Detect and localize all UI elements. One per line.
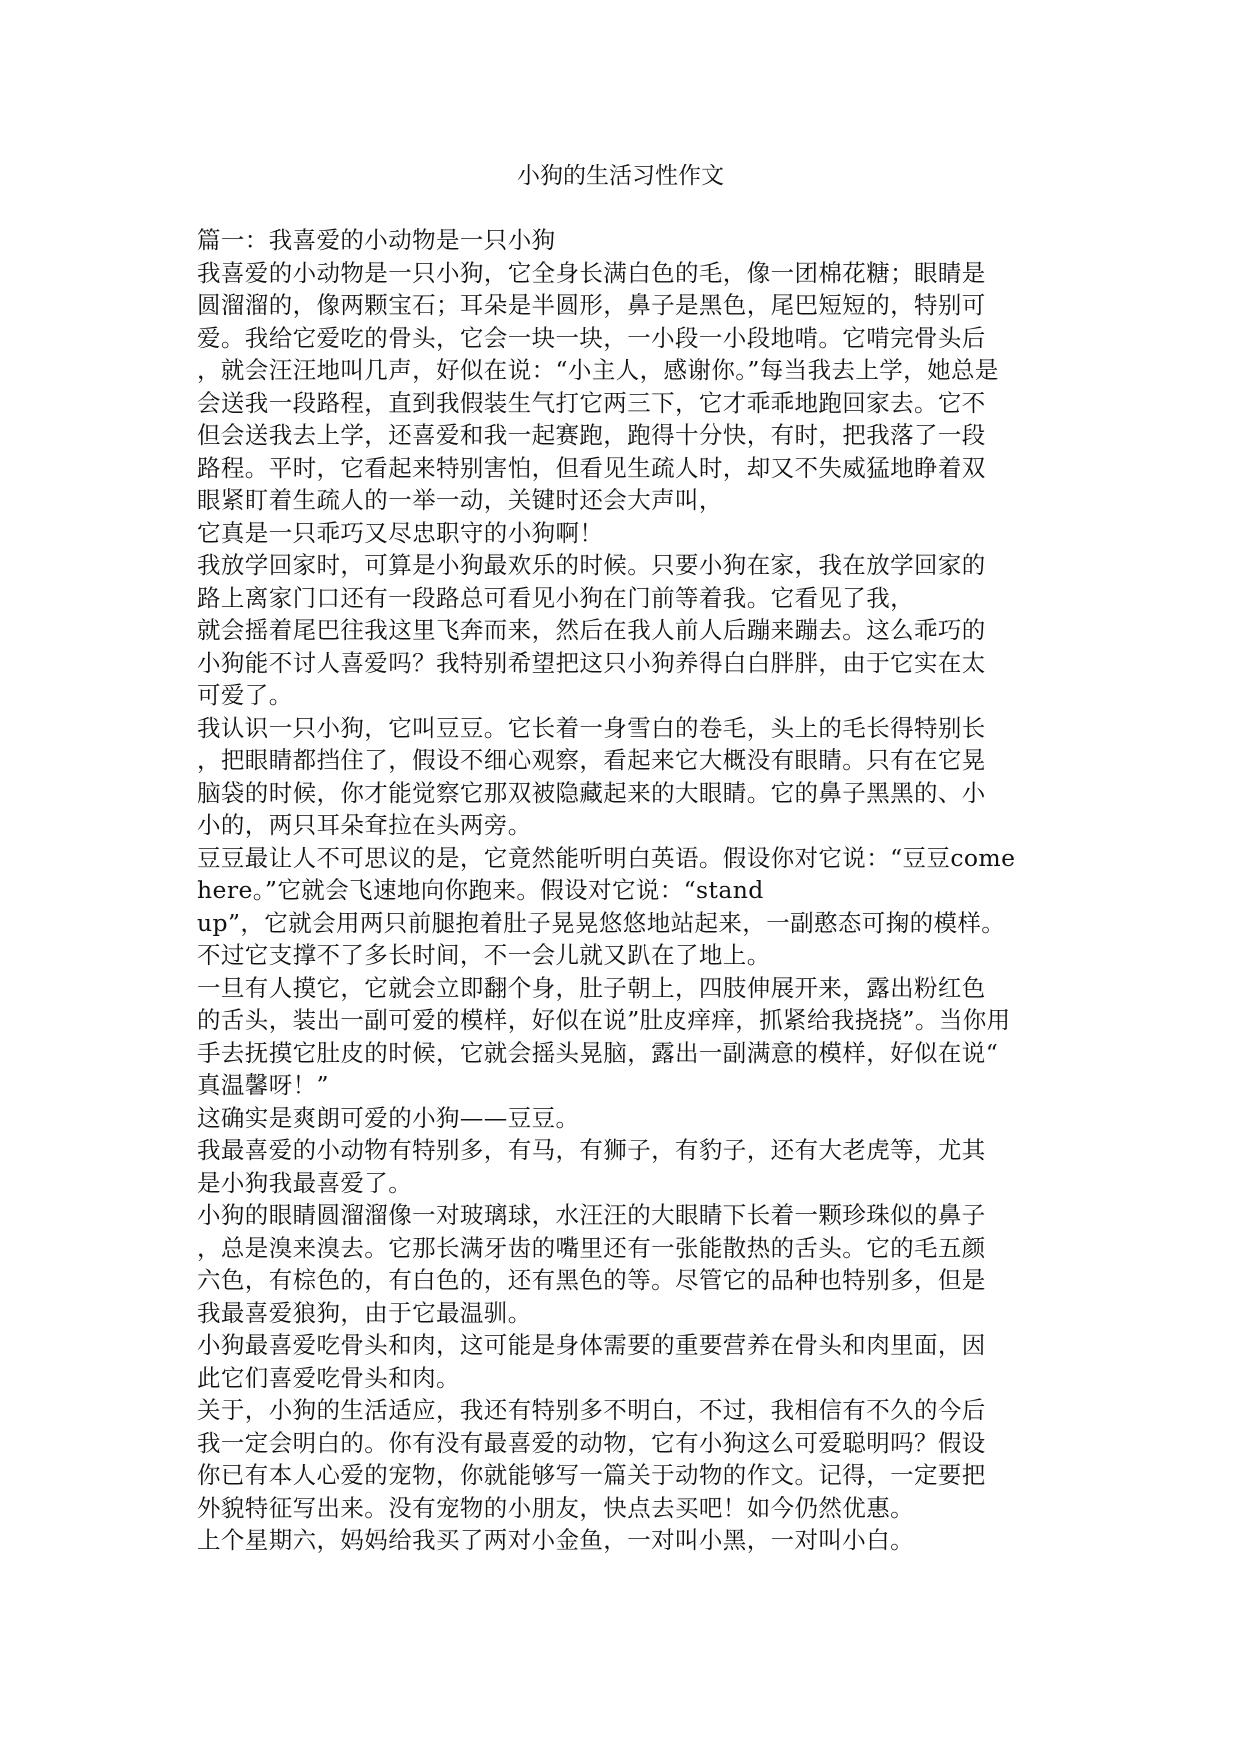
document-title: 小狗的生活习性作文	[517, 163, 724, 189]
text-line: 就会摇着尾巴往我这里飞奔而来，然后在我人前人后蹦来蹦去。这么乖巧的	[197, 616, 986, 644]
text-line: 爱。我给它爱吃的骨头，它会一块一块，一小段一小段地啃。它啃完骨头后	[197, 323, 986, 352]
text-line: 会送我一段路程，直到我假装生气打它两三下，它才乖乖地跑回家去。它不	[197, 388, 986, 417]
text-line: 一旦有人摸它，它就会立即翻个身，肚子朝上，四肢伸展开来，露出粉红色	[197, 973, 986, 1002]
text-line: 我放学回家时，可算是小狗最欢乐的时候。只要小狗在家，我在放学回家的	[197, 551, 986, 579]
text-line: 的舌头，装出一副可爱的模样，好似在说”肚皮痒痒，抓紧给我挠挠”。当你用	[197, 1006, 1011, 1034]
text-line: 此它们喜爱吃骨头和肉。	[197, 1363, 460, 1392]
text-line: 豆豆最让人不可思议的是，它竟然能听明白英语。假设你对它说：“豆豆come	[197, 843, 1016, 872]
text-line: 我一定会明白的。你有没有最喜爱的动物，它有小狗这么可爱聪明吗？假设	[197, 1428, 986, 1457]
text-line: 但会送我去上学，还喜爱和我一起赛跑，跑得十分快，有时，把我落了一段	[197, 421, 986, 449]
text-line: 小的，两只耳朵耷拉在头两旁。	[197, 811, 532, 839]
text-line: ，总是溴来溴去。它那长满牙齿的嘴里还有一张能散热的舌头。它的毛五颜	[197, 1233, 986, 1262]
text-line: 圆溜溜的，像两颗宝石；耳朵是半圆形，鼻子是黑色，尾巴短短的，特别可	[197, 291, 986, 319]
text-line: 外貌特征写出来。没有宠物的小朋友，快点去买吧！如今仍然优惠。	[197, 1493, 914, 1522]
text-line: 我最喜爱的小动物有特别多，有马，有狮子，有豹子，还有大老虎等，尤其	[197, 1136, 986, 1164]
text-line: 小狗的眼睛圆溜溜像一对玻璃球，水汪汪的大眼睛下长着一颗珍珠似的鼻子	[197, 1201, 986, 1229]
text-line: here。”它就会飞速地向你跑来。假设对它说：“stand	[197, 876, 764, 904]
text-line: 路程。平时，它看起来特别害怕，但看见生疏人时，却又不失威猛地睁着双	[197, 453, 986, 482]
text-line: 上个星期六，妈妈给我买了两对小金鱼，一对叫小黑，一对叫小白。	[197, 1526, 914, 1554]
text-line: 它真是一只乖巧又尽忠职守的小狗啊！	[197, 518, 604, 547]
text-line: 关于，小狗的生活适应，我还有特别多不明白，不过，我相信有不久的今后	[197, 1396, 986, 1424]
text-line: 真温馨呀！”	[197, 1071, 329, 1099]
text-line: 小狗能不讨人喜爱吗？我特别希望把这只小狗养得白白胖胖，由于它实在太	[197, 648, 986, 677]
text-line: 不过它支撑不了多长时间，不一会儿就又趴在了地上。	[197, 941, 771, 969]
text-line: 小狗最喜爱吃骨头和肉，这可能是身体需要的重要营养在骨头和肉里面，因	[197, 1331, 986, 1359]
text-line: 是小狗我最喜爱了。	[197, 1168, 413, 1197]
text-line: 手去抚摸它肚皮的时候，它就会摇头晃脑，露出一副满意的模样，好似在说“	[197, 1038, 999, 1067]
text-line: 我最喜爱狼狗，由于它最温驯。	[197, 1298, 532, 1327]
text-line: ，把眼睛都挡住了，假设不细心观察，看起来它大概没有眼睛。只有在它晃	[197, 746, 986, 774]
text-line: 六色，有棕色的，有白色的，还有黑色的等。尽管它的品种也特别多，但是	[197, 1266, 986, 1294]
text-line: 路上离家门口还有一段路总可看见小狗在门前等着我。它看见了我，	[197, 583, 914, 612]
text-line: 我喜爱的小动物是一只小狗，它全身长满白色的毛，像一团棉花糖；眼睛是	[197, 258, 986, 287]
text-line: up”，它就会用两只前腿抱着肚子晃晃悠悠地站起来，一副憨态可掬的模样。	[197, 908, 1006, 937]
text-line: 你已有本人心爱的宠物，你就能够写一篇关于动物的作文。记得，一定要把	[197, 1461, 986, 1489]
text-line: 可爱了。	[197, 681, 293, 709]
document-body	[197, 224, 1042, 1557]
text-line: 我认识一只小狗，它叫豆豆。它长着一身雪白的卷毛，头上的毛长得特别长	[197, 713, 986, 742]
text-line: ，就会汪汪地叫几声，好似在说：“小主人，感谢你。”每当我去上学，她总是	[197, 356, 999, 384]
text-line: 眼紧盯着生疏人的一举一动，关键时还会大声叫，	[197, 486, 723, 514]
text-line: 脑袋的时候，你才能觉察它那双被隐藏起来的大眼睛。它的鼻子黑黑的、小	[197, 778, 986, 807]
text-line: 这确实是爽朗可爱的小狗——豆豆。	[197, 1103, 580, 1132]
text-line: 篇一：我喜爱的小动物是一只小狗	[197, 226, 556, 254]
